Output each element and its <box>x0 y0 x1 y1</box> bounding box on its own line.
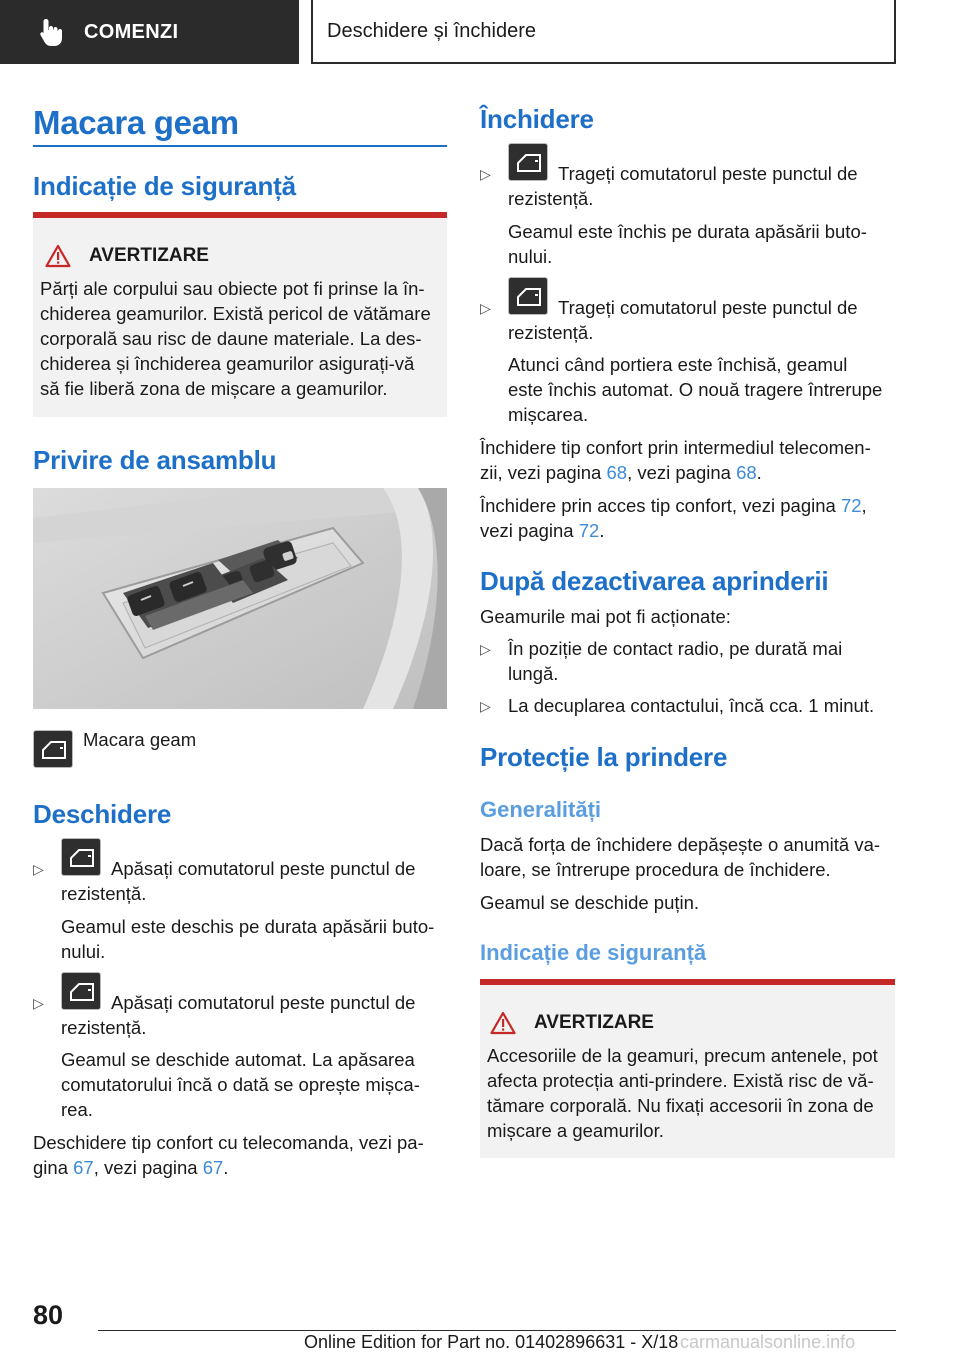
page-link[interactable]: 68 <box>736 462 757 483</box>
window-button-icon <box>33 730 73 768</box>
bullet-arrow-icon: ▷ <box>33 995 44 1011</box>
warning-text <box>40 276 431 401</box>
warning-label: AVERTIZARE <box>534 1012 654 1033</box>
warning-line: corporală sau risc de daune materiale. La des- <box>40 328 422 349</box>
page-link[interactable]: 67 <box>202 1157 224 1178</box>
ignition-heading: După dezactivarea aprinderii <box>480 566 829 596</box>
warning-label: AVERTIZARE <box>89 245 209 266</box>
page-header <box>0 0 960 66</box>
open-item-action: rezistență. <box>61 883 147 904</box>
open-item-action: rezistență. <box>61 1017 147 1038</box>
warning-line: mișcare a geamurilor. <box>487 1120 664 1141</box>
bullet-arrow-icon: ▷ <box>33 861 44 877</box>
warning-triangle-icon <box>45 244 71 268</box>
open-item-action: Apăsați comutatorul peste punctul de <box>111 858 416 879</box>
section-title: Deschidere și închidere <box>311 0 896 64</box>
safety-heading: Indicație de siguranță <box>33 171 296 201</box>
comfort-open-paragraph: Deschidere tip confort cu telecomanda, vezi pa- gina 67, vezi pagina 67. <box>33 1132 424 1178</box>
warning-line: tămare corporală. Nu fixați accesorii în zona de <box>487 1095 874 1116</box>
page-number: 80 <box>33 1300 64 1330</box>
warning-line: să fie liberă zona de mișcare a geamurilor. <box>40 378 388 399</box>
page-link[interactable]: 68 <box>606 462 628 483</box>
safety-heading-2: Indicație de siguranță <box>480 940 707 965</box>
window-button-icon <box>61 972 101 1010</box>
comfort-close-access-paragraph: Închidere prin acces tip confort, vezi pagina 72, vezi pagina 72. <box>480 495 867 541</box>
general-heading: Generalități <box>480 797 602 822</box>
opening-heading: Deschidere <box>33 799 172 829</box>
watermark: carmanualsonline.info <box>680 1332 856 1352</box>
pinch-heading: Protecție la prindere <box>480 742 728 772</box>
close-item-action: Trageți comutatorul peste punctul de <box>558 297 858 318</box>
open-item-action: Apăsați comutatorul peste punctul de <box>111 992 416 1013</box>
warning-text <box>487 1043 878 1143</box>
commands-label: COMENZI <box>84 20 179 43</box>
ignition-intro: Geamurile mai pot fi acționate: <box>480 606 731 627</box>
warning-box-2 <box>480 979 895 1158</box>
bullet-arrow-icon: ▷ <box>480 166 491 182</box>
page-title: Macara geam <box>33 104 239 141</box>
close-item-action: rezistență. <box>508 322 594 343</box>
door-switch-photo <box>33 488 447 709</box>
hand-pointer-icon <box>36 17 66 47</box>
window-button-icon <box>508 277 548 315</box>
tab-commands[interactable] <box>0 0 299 64</box>
close-item-result: Atunci când portiera este închisă, geamul este închis automat. O nouă tragere întrerupe mișcarea. <box>508 354 883 425</box>
window-button-icon <box>61 838 101 876</box>
ignition-item: În poziție de contact radio, pe durată mai lungă. <box>508 638 843 684</box>
general-line: Geamul se deschide puțin. <box>480 892 700 913</box>
bullet-arrow-icon: ▷ <box>480 300 491 316</box>
page-link[interactable]: 67 <box>73 1157 94 1178</box>
close-item-result: Geamul este închis pe durata apăsării buto- nului. <box>508 221 867 267</box>
close-item-action: Trageți comutatorul peste punctul de <box>558 163 858 184</box>
bullet-arrow-icon: ▷ <box>480 641 491 657</box>
closing-heading: Închidere <box>480 104 594 134</box>
icon-caption: Macara geam <box>83 729 197 750</box>
overview-heading: Privire de ansamblu <box>33 445 277 475</box>
ignition-item: La decuplarea contactului, încă cca. 1 minut. <box>508 695 875 716</box>
open-item-result: Geamul este deschis pe durata apăsării buto- nului. <box>61 916 435 962</box>
page-link[interactable]: 72 <box>578 520 600 541</box>
warning-line: chiderea geamurilor. Există pericol de vătămare <box>40 303 431 324</box>
open-item-result: Geamul se deschide automat. La apăsarea comutatorului încă o dată se oprește mișca- rea. <box>61 1049 420 1120</box>
footer-rule <box>98 1330 896 1331</box>
comfort-close-remote-paragraph: Închidere tip confort prin intermediul telecomen- zii, vezi pagina 68, vezi pagina 68. <box>480 437 871 483</box>
bullet-arrow-icon: ▷ <box>480 698 491 714</box>
page-link[interactable]: 72 <box>840 495 862 516</box>
close-item-action: rezistență. <box>508 188 594 209</box>
warning-line: afecta protecția anti-prindere. Există risc de vă- <box>487 1070 874 1091</box>
window-button-icon <box>508 143 548 181</box>
warning-header <box>45 244 209 268</box>
warning-header <box>490 1011 654 1035</box>
warning-box <box>33 212 447 417</box>
warning-line: chiderea și închiderea geamurilor asigurați-vă <box>40 353 415 374</box>
warning-triangle-icon <box>490 1011 516 1035</box>
warning-line: Accesoriile de la geamuri, precum antenele, pot <box>487 1045 878 1066</box>
general-paragraph: Dacă forța de închidere depășește o anumită va- loare, se întrerupe procedura de închidere. <box>480 834 881 880</box>
warning-line: Părți ale corpului sau obiecte pot fi prinse la în- <box>40 278 425 299</box>
edition-text: Online Edition for Part no. 01402896631 - X/18 <box>304 1332 679 1352</box>
title-rule <box>33 145 447 147</box>
